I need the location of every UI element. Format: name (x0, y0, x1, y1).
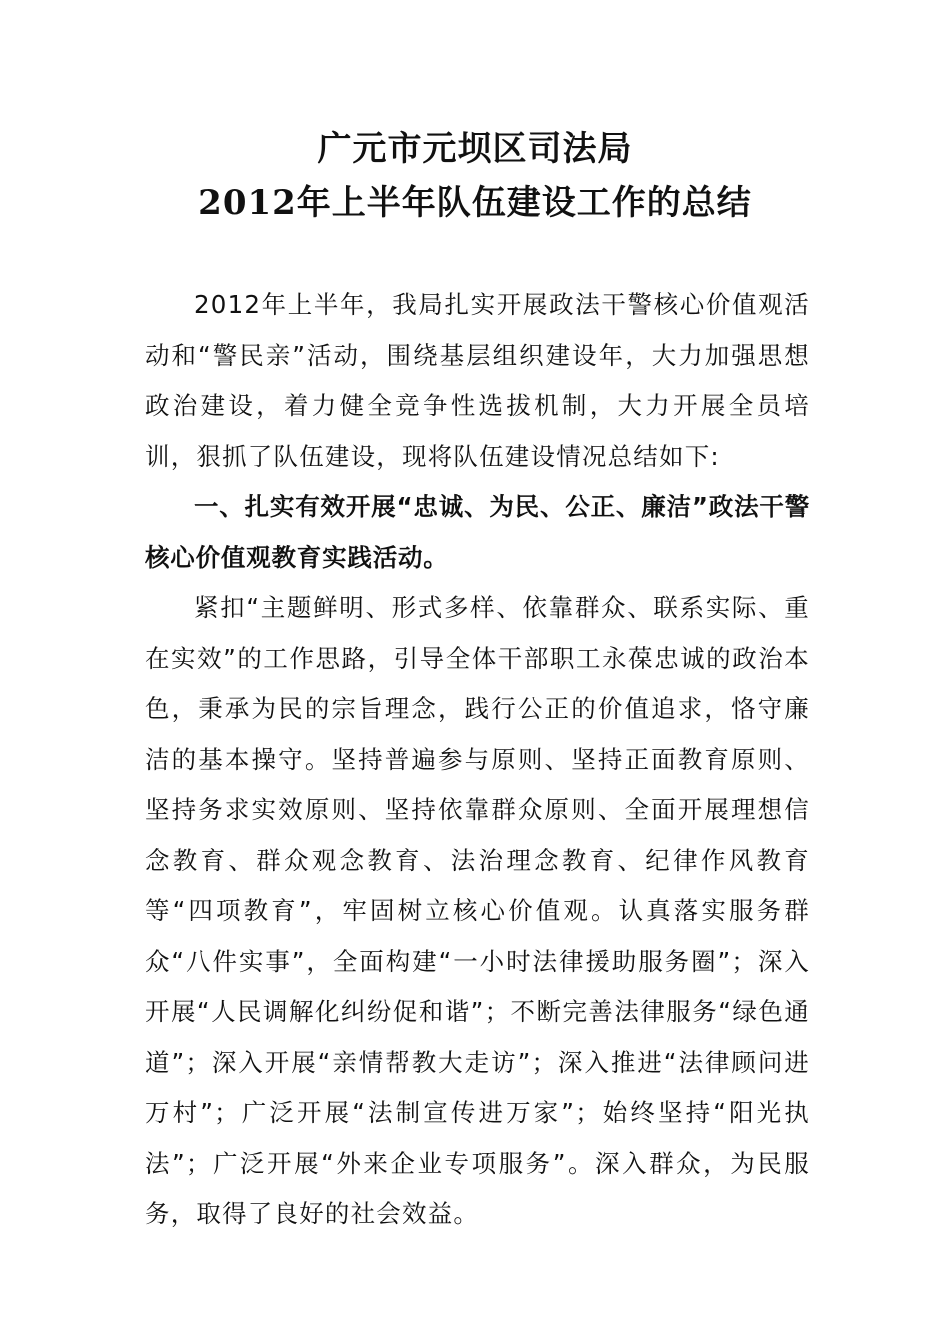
section-1-paragraph: 紧扣“主题鲜明、形式多样、依靠群众、联系实际、重在实效”的工作思路，引导全体干部职工永葆忠诚的政治本色，秉承为民的宗旨理念，践行公正的价值追求，恪守廉洁的基本操守。坚持普遍参与原则、坚持正面教育原则、坚持务求实效原则、坚持依靠群众原则、全面开展理想信念教育、群众观念教育、法治理念教育、纪律作风教育等“四项教育”，牢固树立核心价值观。认真落实服务群众“八件实事”，全面构建“一小时法律援助服务圈”；深入开展“人民调解化纠纷促和谐”；不断完善法律服务“绿色通道”；深入开展“亲情帮教大走访”；深入推进“法律顾问进万村”；广泛开展“法制宣传进万家”；始终坚持“阳光执法”；广泛开展“外来企业专项服务”。深入群众，为民服务，取得了良好的社会效益。 (145, 593, 810, 1228)
document-title-line2: 2012年上半年队伍建设工作的总结 (198, 183, 752, 223)
document-title-line1: 广元市元坝区司法局 (317, 129, 633, 169)
intro-paragraph: 2012年上半年，我局扎实开展政法干警核心价值观活动和“警民亲”活动，围绕基层组织建设年，大力加强思想政治建设，着力健全竞争性选拔机制，大力开展全员培训，狠抓了队伍建设，现将队伍建设情况总结如下: (145, 290, 810, 471)
document-body (145, 280, 810, 1240)
section-heading-1: 一、扎实有效开展“忠诚、为民、公正、廉洁”政法干警核心价值观教育实践活动。 (145, 492, 810, 572)
